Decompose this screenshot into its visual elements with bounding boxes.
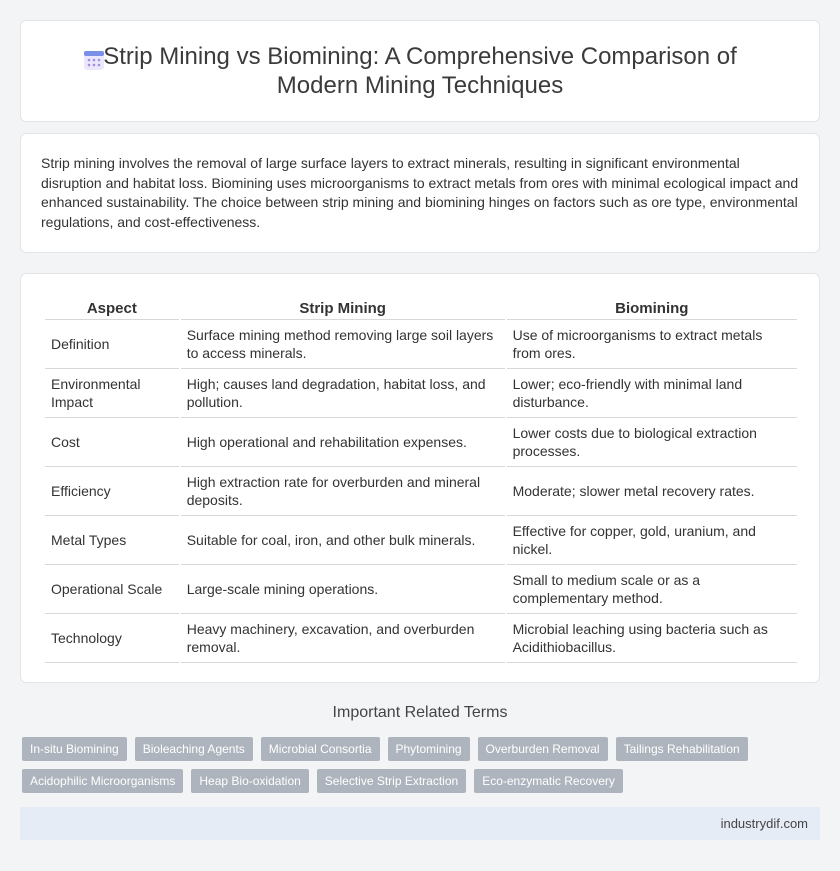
cell-bio: Microbial leaching using bacteria such as Acidithiobacillus. [507, 614, 797, 663]
intro-card [20, 133, 820, 253]
cell-bio: Lower; eco-friendly with minimal land disturbance. [507, 369, 797, 418]
related-terms-list [22, 737, 822, 793]
cell-bio: Effective for copper, gold, uranium, and nickel. [507, 516, 797, 565]
cell-bio: Lower costs due to biological extraction processes. [507, 418, 797, 467]
related-term-tag[interactable]: Microbial Consortia [261, 737, 380, 761]
page-title: Strip Mining vs Biomining: A Comprehensive Comparison of Modern Mining Techniques [103, 43, 737, 99]
cell-aspect: Cost [45, 418, 179, 467]
cell-aspect: Efficiency [45, 467, 179, 516]
related-terms-heading: Important Related Terms [332, 704, 508, 721]
table-row [45, 565, 797, 614]
cell-strip: Heavy machinery, excavation, and overburden removal. [181, 614, 505, 663]
footer [20, 807, 820, 840]
comparison-table [43, 294, 799, 663]
related-term-tag[interactable]: Overburden Removal [478, 737, 608, 761]
related-term-tag[interactable]: Acidophilic Microorganisms [22, 769, 183, 793]
cell-strip: High extraction rate for overburden and mineral deposits. [181, 467, 505, 516]
cell-strip: Large-scale mining operations. [181, 565, 505, 614]
related-term-tag[interactable]: Selective Strip Extraction [317, 769, 466, 793]
table-row [45, 614, 797, 663]
related-term-tag[interactable]: In-situ Biomining [22, 737, 127, 761]
cell-aspect: Operational Scale [45, 565, 179, 614]
cell-strip: Surface mining method removing large soil layers to access minerals. [181, 320, 505, 369]
related-term-tag[interactable]: Tailings Rehabilitation [616, 737, 748, 761]
related-term-tag[interactable]: Phytomining [388, 737, 470, 761]
header-strip-mining: Strip Mining [181, 294, 505, 320]
related-term-tag[interactable]: Bioleaching Agents [135, 737, 253, 761]
header-biomining: Biomining [507, 294, 797, 320]
cell-strip: High; causes land degradation, habitat loss, and pollution. [181, 369, 505, 418]
cell-aspect: Environmental Impact [45, 369, 179, 418]
cell-bio: Small to medium scale or as a complementary method. [507, 565, 797, 614]
cell-bio: Moderate; slower metal recovery rates. [507, 467, 797, 516]
table-row [45, 418, 797, 467]
cell-aspect: Metal Types [45, 516, 179, 565]
table-row [45, 516, 797, 565]
footer-site-name[interactable]: industrydif.com [720, 816, 808, 831]
table-row [45, 369, 797, 418]
cell-aspect: Definition [45, 320, 179, 369]
cell-aspect: Technology [45, 614, 179, 663]
table-header-row [45, 294, 797, 320]
comparison-table-card [20, 273, 820, 683]
title-card [20, 20, 820, 122]
related-term-tag[interactable]: Heap Bio-oxidation [191, 769, 308, 793]
cell-strip: Suitable for coal, iron, and other bulk minerals. [181, 516, 505, 565]
related-term-tag[interactable]: Eco-enzymatic Recovery [474, 769, 623, 793]
header-aspect: Aspect [45, 294, 179, 320]
table-row [45, 320, 797, 369]
cell-bio: Use of microorganisms to extract metals from ores. [507, 320, 797, 369]
cell-strip: High operational and rehabilitation expenses. [181, 418, 505, 467]
table-row [45, 467, 797, 516]
intro-text: Strip mining involves the removal of large surface layers to extract minerals, resulting in significant environmental disruption and habitat loss. Biomining uses microorganisms to extract metals from ores with minimal ecological impact and enhanced sustainability. The choice between strip mining and biomining hinges on factors such as ore type, environmental regulations, and cost-effectiveness. [41, 155, 799, 230]
